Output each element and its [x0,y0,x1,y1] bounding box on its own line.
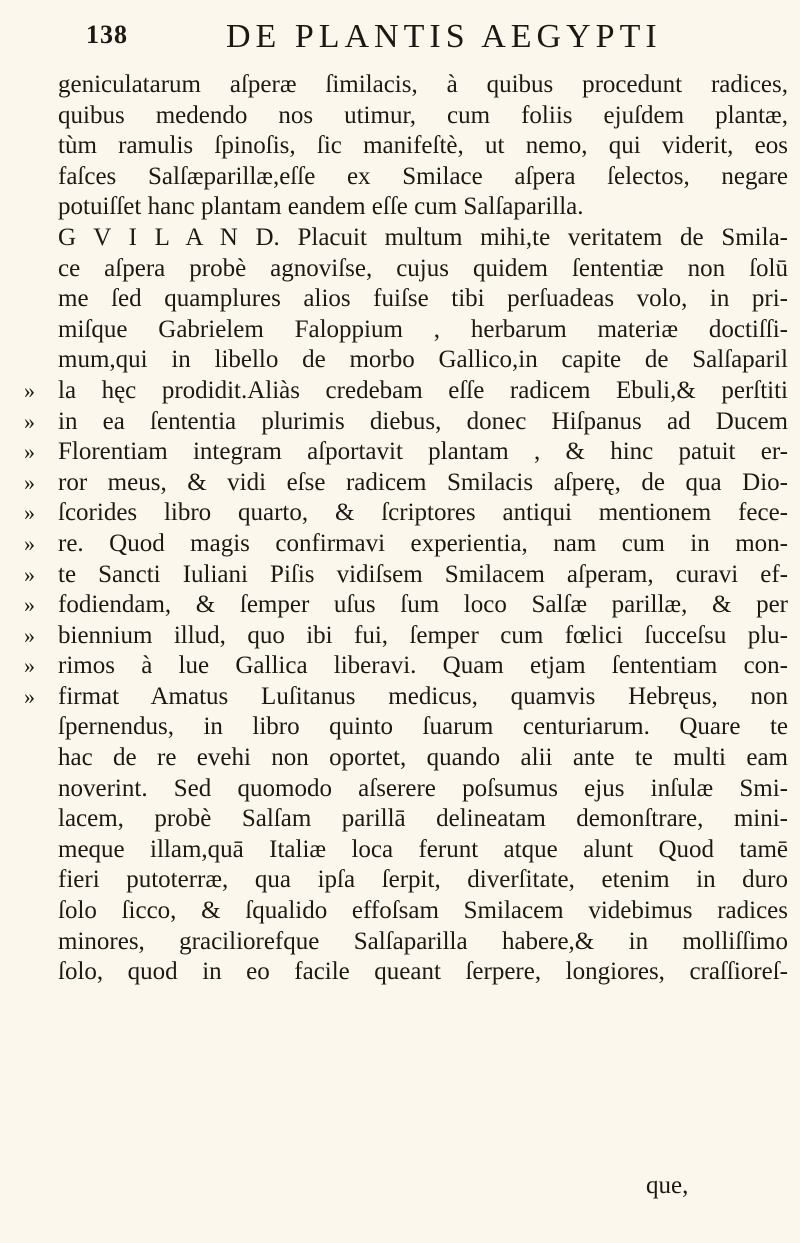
text-line [24,223,790,254]
catchword: que, [646,1172,689,1199]
line-text: in ea ſententia plurimis diebus, donec Hiſpanus ad Ducem [58,407,788,435]
page-number: 138 [86,20,128,49]
text-line [24,315,790,346]
line-text: ce aſpera probè agnoviſse, cujus quidem ſententiæ non ſolū [58,254,788,282]
text-line [24,957,790,988]
quote-mark: » [24,622,35,648]
line-text: ſpernendus, in libro quinto ſuarum centuriarum. Quare te [58,713,788,741]
text-line [24,651,790,682]
quote-mark: » [24,592,35,618]
line-text: fodiendam, & ſemper uſus ſum loco Salſæ parillæ, & per [58,591,788,619]
text-line [24,131,790,162]
text-line [24,407,790,438]
quote-mark: » [24,377,35,403]
text-line [24,162,790,193]
text-line [24,437,790,468]
line-text: ſcorides libro quarto, & ſcriptores antiqui mentionem fece- [58,499,788,527]
text-line [24,865,790,896]
quote-mark: » [24,439,35,465]
quote-mark: » [24,469,35,495]
line-text: la hęc prodidit.Aliàs credebam eſſe radicem Ebuli,& perſtiti [58,376,788,404]
text-line [24,743,790,774]
text-line [24,254,790,285]
line-text: noverint. Sed quomodo aſserere poſsumus ejus inſulæ Smi- [58,774,788,802]
text-line [24,468,790,499]
running-head: DE PLANTIS AEGYPTI [226,18,662,55]
quote-mark: » [24,408,35,434]
text-line [24,804,790,835]
quote-mark: » [24,653,35,679]
page-header [86,18,786,58]
text-line [24,529,790,560]
text-line [24,896,790,927]
text-line [24,712,790,743]
line-text: biennium illud, quo ibi fui, ſemper cum fœlici ſucceſsu plu- [58,621,788,649]
line-text: ror meus, & vidi eſse radicem Smilacis aſperę, de qua Dio- [58,468,788,496]
body-text [24,70,790,988]
text-line [24,376,790,407]
text-line [24,101,790,132]
line-text: G V I L A N D. Placuit multum mihi,te veritatem de Smila- [58,223,788,251]
text-line [24,682,790,713]
line-text: miſque Gabrielem Faloppium , herbarum materiæ doctiſſi- [58,315,788,343]
line-text: meque illam,quā Italiæ loca ferunt atque alunt Quod tamē [58,835,788,863]
quote-mark: » [24,683,35,709]
text-line [24,345,790,376]
text-line [24,70,790,101]
text-line [24,560,790,591]
line-text: me ſed quamplures alios fuiſse tibi perſuadeas volo, in pri- [58,285,788,313]
line-text: ſolo ſicco, & ſqualido effoſsam Smilacem videbimus radices [58,897,788,925]
line-text: Florentiam integram aſportavit plantam , & hinc patuit er- [58,438,788,466]
line-text: rimos à lue Gallica liberavi. Quam etjam ſententiam con- [58,652,788,680]
line-text: ſolo, quod in eo facile queant ſerpere, longiores, craſſioreſ- [58,958,788,986]
line-text: mum,qui in libello de morbo Gallico,in capite de Salſaparil [58,346,788,374]
line-text: minores, graciliorefque Salſaparilla habere,& in molliſſimo [58,927,788,955]
line-text: re. Quod magis confirmavi experientia, nam cum in mon- [58,529,788,557]
line-text: lacem, probè Salſam parillā delineatam demonſtrare, mini- [58,805,788,833]
quote-mark: » [24,530,35,556]
text-line [24,621,790,652]
text-line [24,590,790,621]
text-line [24,192,790,223]
line-text: fieri putoterræ, qua ipſa ſerpit, diverſitate, etenim in duro [58,866,788,894]
line-text: quibus medendo nos utimur, cum foliis ejuſdem plantæ, [58,101,788,129]
line-text: firmat Amatus Luſitanus medicus, quamvis Hebręus, non [58,682,788,710]
quote-mark: » [24,500,35,526]
text-line [24,498,790,529]
line-text: te Sancti Iuliani Piſis vidiſsem Smilacem aſperam, curavi ef- [58,560,788,588]
line-text: potuiſſet hanc plantam eandem eſſe cum Salſaparilla. [58,193,584,221]
line-text: tùm ramulis ſpinoſis, ſic manifeſtè, ut nemo, qui viderit, eos [58,132,788,160]
line-text: faſces Salſæparillæ,eſſe ex Smilace aſpera ſelectos, negare [58,162,788,190]
text-line [24,835,790,866]
text-line [24,284,790,315]
line-text: geniculatarum aſperæ ſimilacis, à quibus procedunt radices, [58,71,788,98]
text-line [24,927,790,958]
text-line [24,774,790,805]
quote-mark: » [24,561,35,587]
line-text: hac de re evehi non oportet, quando alii ante te multi eam [58,744,788,772]
